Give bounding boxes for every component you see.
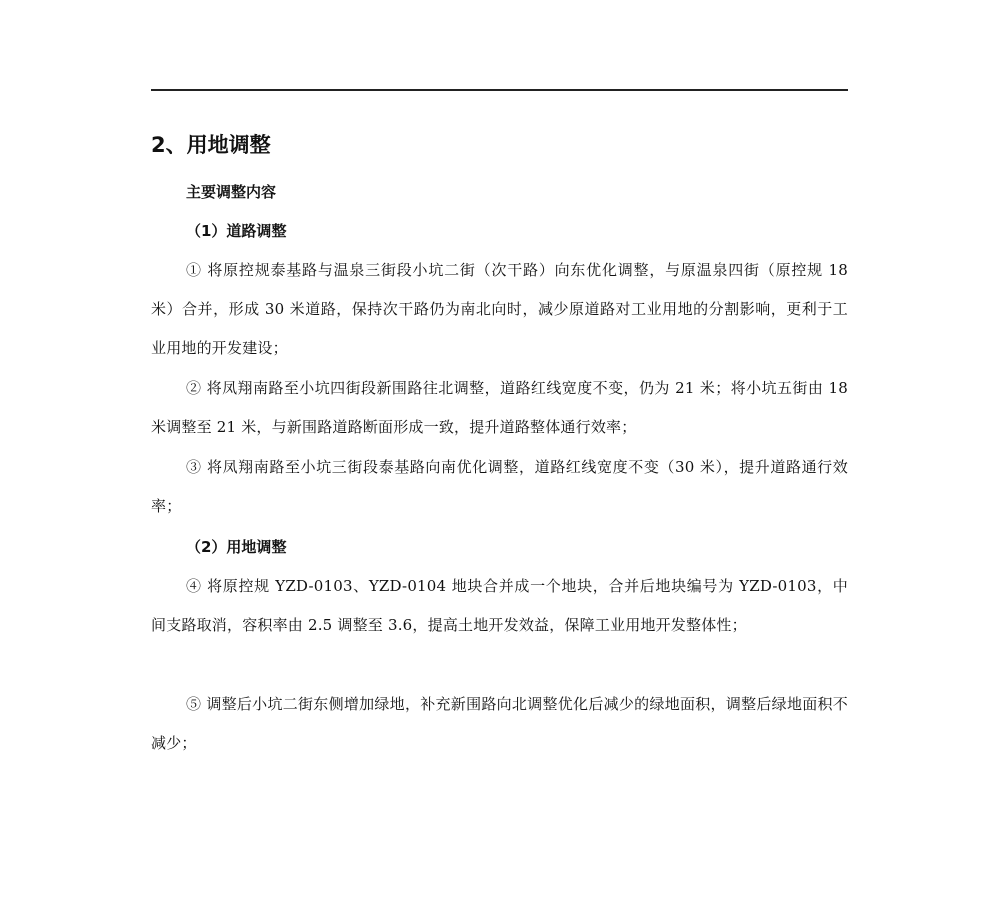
- road-item-1: ① 将原控规泰基路与温泉三街段小坑二街（次干路）向东优化调整，与原温泉四街（原控规 18 米）合并，形成 30 米道路，保持次干路仍为南北向时，减少原道路对工业用地的分割影响，更利于工业用地的开发建设；: [151, 261, 848, 357]
- road-item-2: ② 将凤翔南路至小坑四街段新围路往北调整，道路红线宽度不变，仍为 21 米；将小坑五街由 18 米调整至 21 米，与新围路道路断面形成一致，提升道路整体通行效率；: [151, 379, 848, 436]
- section-title: 2、用地调整: [151, 133, 271, 157]
- land-item-4: ④ 将原控规 YZD-0103、YZD-0104 地块合并成一个地块，合并后地块编号为 YZD-0103，中间支路取消，容积率由 2.5 调整至 3.6，提高土地开发效益，保障工业用地开发整体性；: [151, 577, 848, 634]
- land-item-5: ⑤ 调整后小坑二街东侧增加绿地，补充新围路向北调整优化后减少的绿地面积，调整后绿地面积不减少；: [151, 695, 848, 752]
- road-item-3: ③ 将凤翔南路至小坑三街段泰基路向南优化调整，道路红线宽度不变（30 米），提升道路通行效率；: [151, 458, 848, 515]
- land-adjustment-heading: （2）用地调整: [186, 538, 287, 556]
- road-adjustment-heading: （1）道路调整: [186, 222, 287, 240]
- header-rule: [151, 89, 848, 91]
- main-adjustment-heading: 主要调整内容: [186, 183, 277, 201]
